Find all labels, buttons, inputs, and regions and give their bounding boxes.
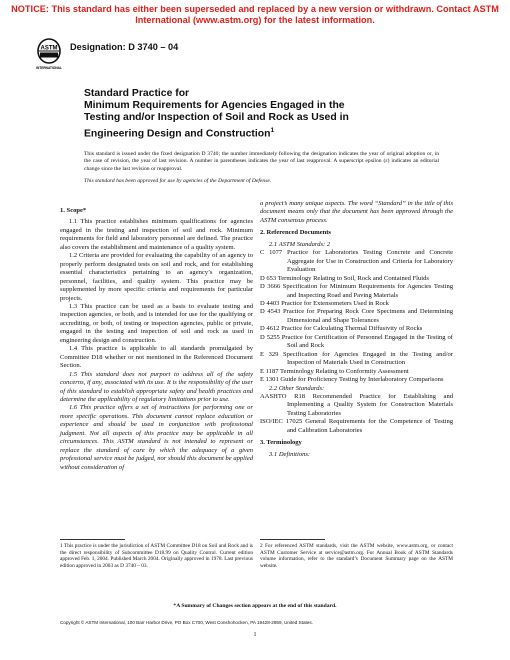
- reference-item: E 329 Specification for Agencies Engaged in the Testing and/or Inspection of Materials Used in Construction: [260, 350, 453, 367]
- copyright-line: Copyright © ASTM International, 100 Barr Harbor Drive, PO Box C700, West Conshohocken, PA 19428-2959, United States.: [60, 620, 313, 625]
- summary-of-changes-note: *A Summary of Changes section appears at the end of this standard.: [173, 603, 337, 609]
- astm-logo-icon: [36, 38, 62, 74]
- para-1-2: 1.2 Criteria are provided for evaluating the capability of an agency to properly perform designated tests on soil and rock, and for establishing essential characteristics pertaining to an agency’s organization, personnel, facilities, and quality system. This practice may be supplemented by more specific criteria and requirements for particular projects.: [60, 252, 253, 302]
- reference-item: D 4403 Practice for Extensometers Used in Rock: [260, 299, 389, 307]
- other-reference-item: AASHTO R18 Recommended Practice for Establishing and Implementing a Quality System for Construction Materials Testing Laboratories: [260, 392, 453, 417]
- title-line-4-text: Engineering Design and Construction: [84, 128, 271, 140]
- logo-subtext: INTERNATIONAL: [36, 66, 62, 70]
- reference-item: D 4543 Practice for Preparing Rock Core Specimens and Determining Dimensional and Shape Tolerances: [260, 308, 453, 324]
- title-line-3: Testing and/or Inspection of Soil and Rock as Used in: [84, 112, 349, 124]
- scope-continuation: a project’s many unique aspects. The word “Standard” in the title of this document means only that the document has been approved through the ASTM consensus process.: [260, 200, 453, 224]
- other-standards-label: 2.2 Other Standards:: [269, 384, 325, 392]
- para-1-6: 1.6 This practice offers a set of instructions for performing one or more specific operations. This document cannot replace education or experience and should be used in conjunction with professional judgment. Not all aspects of this practice may be applicable in all circumstances. This ASTM standard is not intended to represent or replace the standard of care by which the adequacy of a given professional service must be judged, nor should this document be applied without consideration of: [60, 404, 253, 471]
- document-title: [84, 88, 444, 140]
- reference-item: E 1187 Terminology Relating to Conformity Assessment: [260, 367, 409, 375]
- terminology-heading: 3. Terminology: [260, 439, 302, 447]
- para-1-1: 1.1 This practice establishes minimum qualifications for agencies engaged in the testing and inspection of soil and rock. Minimum requirements for field and laboratory personnel are defined. The practice also covers the establishment and maintenance of a quality system.: [60, 218, 253, 251]
- astm-logo: [36, 38, 62, 74]
- definitions-label: 3.1 Definitions:: [269, 450, 311, 458]
- reference-item: D 4612 Practice for Calculating Thermal Diffusivity of Rocks: [260, 325, 423, 333]
- reference-item: C 1077 Practice for Laboratories Testing Concrete and Concrete Aggregate for Use in Construction and Criteria for Laboratory Evaluation: [260, 249, 453, 274]
- footnote-1: 1 This practice is under the jurisdiction of ASTM Committee D18 on Soil and Rock and is the direct responsibility of Subcommittee D18.99 on Quality Control. Current edition approved Feb. 1, 2004. Published March 2004. Originally approved in 1978. Last previous edition approved in 2003 as D 3740 – 03.: [60, 543, 253, 570]
- page-number: 1: [253, 632, 257, 638]
- para-1-5: 1.5 This standard does not purport to address all of the safety concerns, if any, associated with its use. It is the responsibility of the user of this standard to establish appropriate safety and health practices and determine the applicability of regulatory limitations prior to use.: [60, 370, 253, 403]
- notice-line-2: International (www.astm.org) for the latest information.: [135, 15, 375, 25]
- scope-heading: 1. Scope*: [60, 207, 87, 214]
- right-column: [260, 200, 453, 459]
- notice-line-1: NOTICE: This standard has either been superseded and replaced by a new version or withdrawn. Contact ASTM: [11, 4, 499, 14]
- footnote-rule-left: [60, 539, 125, 540]
- other-reference-item: ISO/IEC 17025 General Requirements for the Competence of Testing and Calibration Laboratories: [260, 418, 453, 434]
- title-line-2: Minimum Requirements for Agencies Engaged in the: [84, 100, 345, 112]
- title-footnote-mark: 1: [270, 126, 275, 134]
- footnote-rule-right: [260, 539, 325, 540]
- title-line-1: Standard Practice for: [84, 88, 190, 99]
- reference-item: D 3666 Specification for Minimum Requirements for Agencies Testing and Inspecting Road and Paving Materials: [260, 283, 453, 299]
- para-1-3: 1.3 This practice can be used as a basis to evaluate testing and inspection agencies, or both, and is intended for use for the qualifying or accrediting, or both, of testing or inspection agencies, public or private, engaged in the testing and inspection of soil and rock as used in engineering design and construction.: [60, 302, 253, 344]
- left-column: [60, 203, 253, 472]
- para-1-4: 1.4 This practice is applicable to all standards promulgated by Committee D18 whether or not mentioned in the Referenced Document Section.: [60, 345, 253, 370]
- referenced-documents-heading: 2. Referenced Documents: [260, 229, 331, 237]
- issued-note: This standard is issued under the fixed designation D 3740; the number immediately following the designation indicates the year of original adoption or, in the case of revision, the year of last revision. A number in parentheses indicates the year of last reapproval. A superscript epsilon (ε) indicates an editorial change since the last revision or reapproval.: [84, 151, 439, 172]
- reference-item: D 653 Terminology Relating to Soil, Rock and Contained Fluids: [260, 274, 429, 282]
- reference-item: D 5255 Practice for Certification of Personnel Engaged in the Testing of Soil and Rock: [260, 333, 453, 350]
- reference-item: E 1301 Guide for Proficiency Testing by Interlaboratory Comparisons: [260, 376, 444, 384]
- svg-text:ASTM: ASTM: [40, 45, 58, 52]
- designation: Designation: D 3740 – 04: [70, 42, 179, 52]
- footnote-2: 2 For referenced ASTM standards, visit the ASTM website, www.astm.org, or contact ASTM Customer Service at service@astm.org. For Annual Book of ASTM Standards volume information, refer to the standard’s Document Summary page on the ASTM website.: [260, 543, 453, 570]
- supersede-notice: [0, 4, 510, 26]
- approved-note: This standard has been approved for use by agencies of the Department of Defense.: [84, 178, 272, 184]
- astm-standards-label: 2.1 ASTM Standards: 2: [269, 240, 331, 248]
- title-line-4: [84, 125, 444, 141]
